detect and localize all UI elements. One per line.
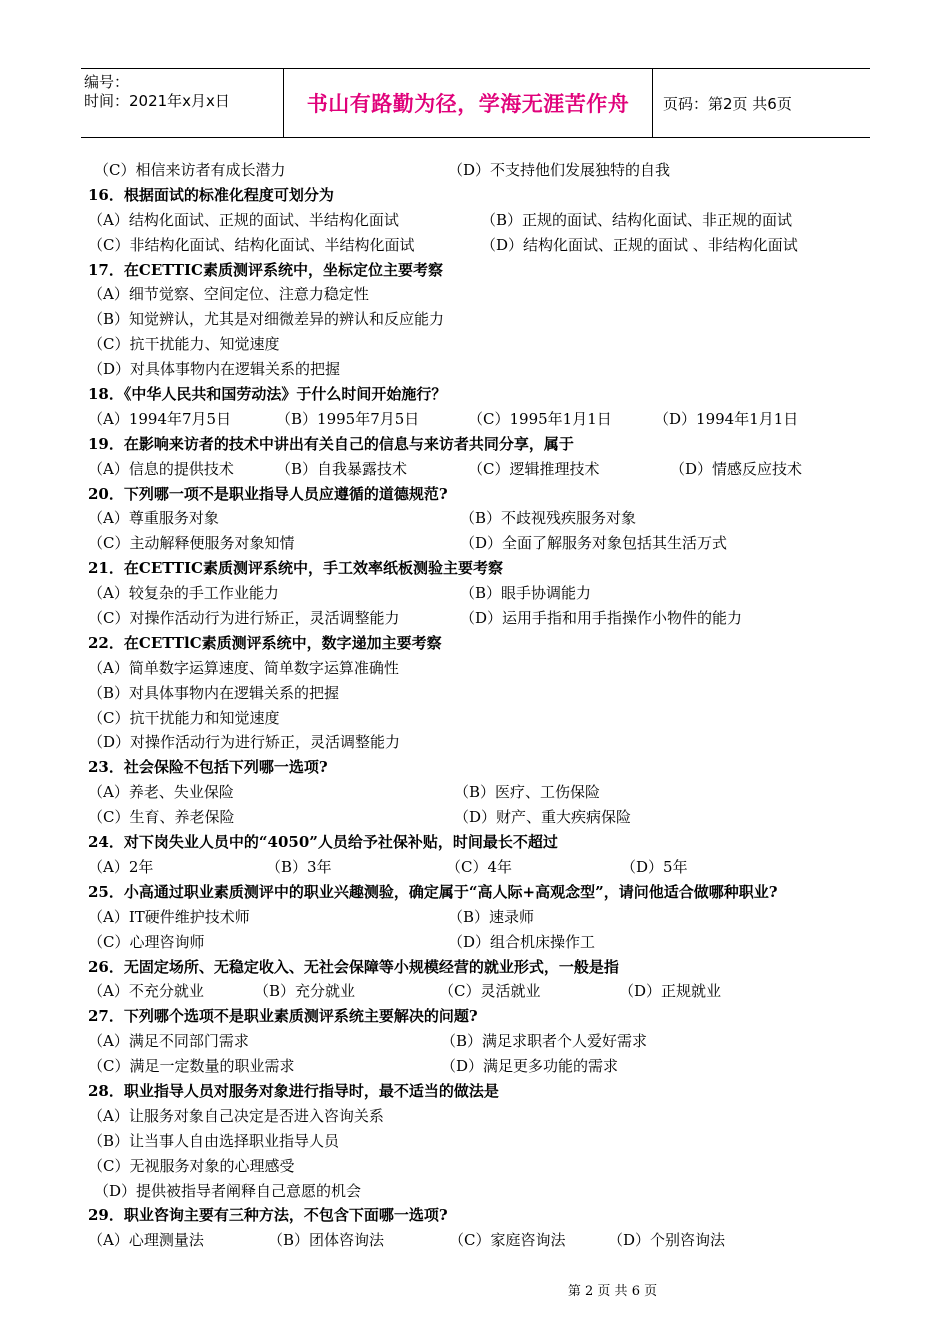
options-row <box>88 307 878 332</box>
option-text: （A）IT硬件维护技术师 <box>88 907 250 926</box>
options-row <box>88 158 878 183</box>
options-row <box>88 1228 878 1253</box>
option-text: （D）全面了解服务对象包括其生活万式 <box>460 534 728 553</box>
option-text: （C）1995年1月1日 <box>468 409 612 428</box>
option-text: （D）满足更多功能的需求 <box>441 1057 619 1076</box>
option-text: （C）非结构化面试、结构化面试、半结构化面试 <box>88 235 415 254</box>
option-text: （D）组合机床操作工 <box>448 932 596 951</box>
option-text: （B）正规的面试、结构化面试、非正规的面试 <box>481 210 793 229</box>
footer-page-number: 第 2 页 共 6 页 <box>567 1284 658 1299</box>
options-row <box>88 855 878 880</box>
page-header <box>81 68 870 138</box>
option-text: （B）满足求职者个人爱好需求 <box>441 1032 648 1051</box>
options-row <box>88 233 878 258</box>
question-stem: 27．下列哪个选项不是职业素质测评系统主要解决的问题? <box>88 1007 478 1026</box>
option-text: （C）抗干扰能力、知觉速度 <box>88 335 280 354</box>
option-text: （D）5年 <box>621 857 688 876</box>
options-row <box>88 531 878 556</box>
options-row <box>88 282 878 307</box>
options-row <box>88 1154 878 1179</box>
option-text: （C）灵活就业 <box>439 982 541 1001</box>
header-motto-cell <box>283 69 653 137</box>
options-row <box>88 979 878 1004</box>
question-stem: 29．职业咨询主要有三种方法，不包含下面哪一选项? <box>88 1206 448 1225</box>
option-text: （A）养老、失业保险 <box>88 783 234 802</box>
option-text: （B）自我暴露技术 <box>276 459 408 478</box>
options-row <box>88 1029 878 1054</box>
question-stem: 21．在CETTIC素质测评系统中，手工效率纸板测验主要考察 <box>88 559 503 578</box>
option-text: （D）个别咨询法 <box>608 1231 726 1250</box>
option-text: （C）家庭咨询法 <box>449 1231 566 1250</box>
number-label: 编号： <box>84 73 130 91</box>
option-text: （C）生育、养老保险 <box>88 808 235 827</box>
option-text: （B）医疗、工伤保险 <box>454 783 601 802</box>
header-page-cell <box>653 69 870 137</box>
option-text: （C）无视服务对象的心理感受 <box>88 1156 295 1175</box>
question-stem: 28．职业指导人员对服务对象进行指导时，最不适当的做法是 <box>88 1081 499 1100</box>
options-row <box>88 656 878 681</box>
time-label: 时间：2021年x月x日 <box>84 92 230 110</box>
motto: 书山有路勤为径，学海无涯苦作舟 <box>306 92 630 116</box>
option-text: （D）情感反应技术 <box>670 459 803 478</box>
question-stem: 16．根据面试的标准化程度可划分为 <box>88 185 334 204</box>
option-text: （A）较复杂的手工作业能力 <box>88 584 279 603</box>
option-text: （D）结构化面试、正规的面试 、非结构化面试 <box>481 235 798 254</box>
question-stem: 17．在CETTIC素质测评系统中，坐标定位主要考察 <box>88 260 443 279</box>
option-text: （C）相信来访者有成长潜力 <box>94 161 286 179</box>
options-row <box>88 1129 878 1154</box>
option-text: （C）逻辑推理技术 <box>468 459 600 478</box>
option-text: （C）满足一定数量的职业需求 <box>88 1057 295 1076</box>
option-text: （A）不充分就业 <box>88 982 204 1001</box>
question-stem: 26．无固定场所、无稳定收入、无社会保障等小规模经营的就业形式，一般是指 <box>88 957 619 976</box>
options-row <box>88 681 878 706</box>
option-text: （B）眼手协调能力 <box>460 584 592 603</box>
option-text: （D）财产、重大疾病保险 <box>454 808 632 827</box>
question-stem: 18．《中华人民共和国劳动法》于什么时间开始施行？ <box>88 385 447 404</box>
option-text: （D）对具体事物内在逻辑关系的把握 <box>88 360 341 379</box>
option-text: （B）不歧视残疾服务对象 <box>460 509 637 528</box>
option-text: （B）3年 <box>266 857 332 876</box>
question-stem: 20．下列哪一项不是职业指导人员应遵循的道德规范? <box>88 484 448 503</box>
options-row <box>88 905 878 930</box>
option-text: （B）1995年7月5日 <box>276 409 420 428</box>
option-text: （A）1994年7月5日 <box>88 409 232 428</box>
option-text: （C）对操作活动行为进行矫正，灵活调整能力 <box>88 609 400 628</box>
options-row <box>88 706 878 731</box>
option-text: （B）速录师 <box>448 907 535 926</box>
options-row <box>88 1054 878 1079</box>
options-row <box>88 208 878 233</box>
options-row <box>88 606 878 631</box>
option-text: （C）主动解释便服务对象知情 <box>88 534 295 553</box>
page-footer <box>0 1280 950 1299</box>
option-text: （B）让当事人自由选择职业指导人员 <box>88 1131 340 1150</box>
option-text: （A）信息的提供技术 <box>88 459 234 478</box>
option-text: （A）满足不同部门需求 <box>88 1032 249 1051</box>
options-row <box>88 930 878 955</box>
question-stem: 24．对下岗失业人员中的“4050”人员给予社保补贴，时间最长不超过 <box>88 833 558 852</box>
option-text: （A）细节觉察、空间定位、注意力稳定性 <box>88 285 369 304</box>
option-text: （B）团体咨询法 <box>268 1231 385 1250</box>
option-text: （A）让服务对象自己决定是否进入咨询关系 <box>88 1106 384 1125</box>
option-text: （A）2年 <box>88 857 154 876</box>
option-text: （B）对具体事物内在逻辑关系的把握 <box>88 683 340 702</box>
option-text: （C）抗干扰能力和知觉速度 <box>88 708 280 727</box>
option-text: （D）运用手指和用手指操作小物件的能力 <box>460 609 743 628</box>
option-text: （B）知觉辨认，尤其是对细微差异的辨认和反应能力 <box>88 310 445 329</box>
options-row <box>88 730 878 755</box>
option-text: （D）不支持他们发展独特的自我 <box>448 161 671 179</box>
question-stem: 19．在影响来访者的技术中讲出有关自己的信息与来访者共同分享，属于 <box>88 434 574 453</box>
option-text: （D）1994年1月1日 <box>654 409 799 428</box>
option-text: （D）对操作活动行为进行矫正，灵活调整能力 <box>88 733 401 752</box>
question-stem: 22．在CETTlC素质测评系统中，数字递加主要考察 <box>88 633 442 652</box>
question-stem: 25．小高通过职业素质测评中的职业兴趣测验，确定属于“高人际+高观念型”，请问他适合做哪种职业? <box>88 882 778 901</box>
header-meta <box>81 69 283 137</box>
option-text: （C）4年 <box>446 857 513 876</box>
options-row <box>88 332 878 357</box>
option-text: （A）简单数字运算速度、简单数字运算准确性 <box>88 658 399 677</box>
options-row <box>88 407 878 432</box>
option-text: （B）充分就业 <box>254 982 356 1001</box>
option-text: （D）正规就业 <box>619 982 722 1001</box>
options-row <box>88 1179 878 1204</box>
options-row <box>88 1104 878 1129</box>
options-row <box>88 506 878 531</box>
question-stem: 23．社会保险不包括下列哪一选项? <box>88 758 328 777</box>
option-text: （A）尊重服务对象 <box>88 509 219 528</box>
options-row <box>88 805 878 830</box>
option-text: （D）提供被指导者阐释自己意愿的机会 <box>94 1181 362 1200</box>
question-list <box>88 158 878 1253</box>
page-label: 页码：第2页 共6页 <box>663 94 792 113</box>
option-text: （A）结构化面试、正规的面试、半结构化面试 <box>88 210 399 229</box>
options-row <box>88 780 878 805</box>
options-row <box>88 357 878 382</box>
options-row <box>88 457 878 482</box>
options-row <box>88 581 878 606</box>
option-text: （C）心理咨询师 <box>88 932 205 951</box>
option-text: （A）心理测量法 <box>88 1231 204 1250</box>
